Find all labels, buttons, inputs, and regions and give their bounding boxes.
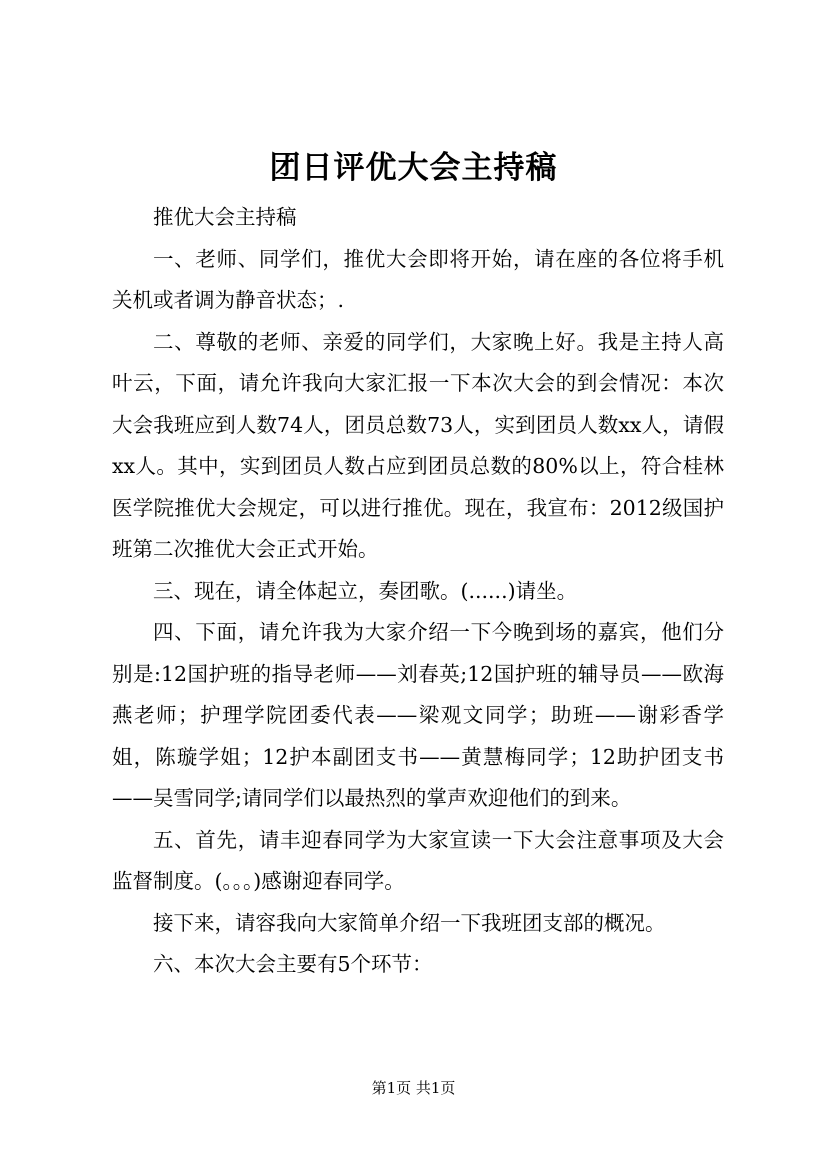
paragraph-4: 四、下面，请允许我为大家介绍一下今晚到场的嘉宾，他们分别是:12国护班的指导老师——刘春英;12国护班的辅导员——欧海燕老师；护理学院团委代表——梁观文同学；助班——谢彩香学姐，陈璇学姐；12护本副团支书——黄慧梅同学；12助护团支书——吴雪同学;请同学们以最热烈的掌声欢迎他们的到来。 xyxy=(112,620,724,810)
document-body xyxy=(112,197,724,986)
paragraph-1: 一、老师、同学们，推优大会即将开始，请在座的各位将手机关机或者调为静音状态；. xyxy=(112,246,724,312)
paragraph-6: 接下来，请容我向大家简单介绍一下我班团支部的概况。 xyxy=(153,910,666,935)
page-footer: 第1页 共1页 xyxy=(371,1079,456,1097)
document-title: 团日评优大会主持稿 xyxy=(269,150,558,186)
paragraph-7: 六、本次大会主要有5个环节： xyxy=(153,952,433,976)
paragraph-3: 三、现在，请全体起立，奏团歌。(......)请坐。 xyxy=(153,578,578,603)
paragraph-subtitle: 推优大会主持稿 xyxy=(153,205,297,229)
paragraph-2: 二、尊敬的老师、亲爱的同学们，大家晚上好。我是主持人高叶云，下面，请允许我向大家汇报一下本次大会的到会情况：本次大会我班应到人数74人，团员总数73人，实到团员人数xx人，请假xx人。其中，实到团员人数占应到团员总数的80%以上，符合桂林医学院推优大会规定，可以进行推优。现在，我宣布：2012级国护班第二次推优大会正式开始。 xyxy=(112,329,724,561)
paragraph-5: 五、首先，请丰迎春同学为大家宣读一下大会注意事项及大会监督制度。(。。。)感谢迎春同学。 xyxy=(112,827,724,893)
